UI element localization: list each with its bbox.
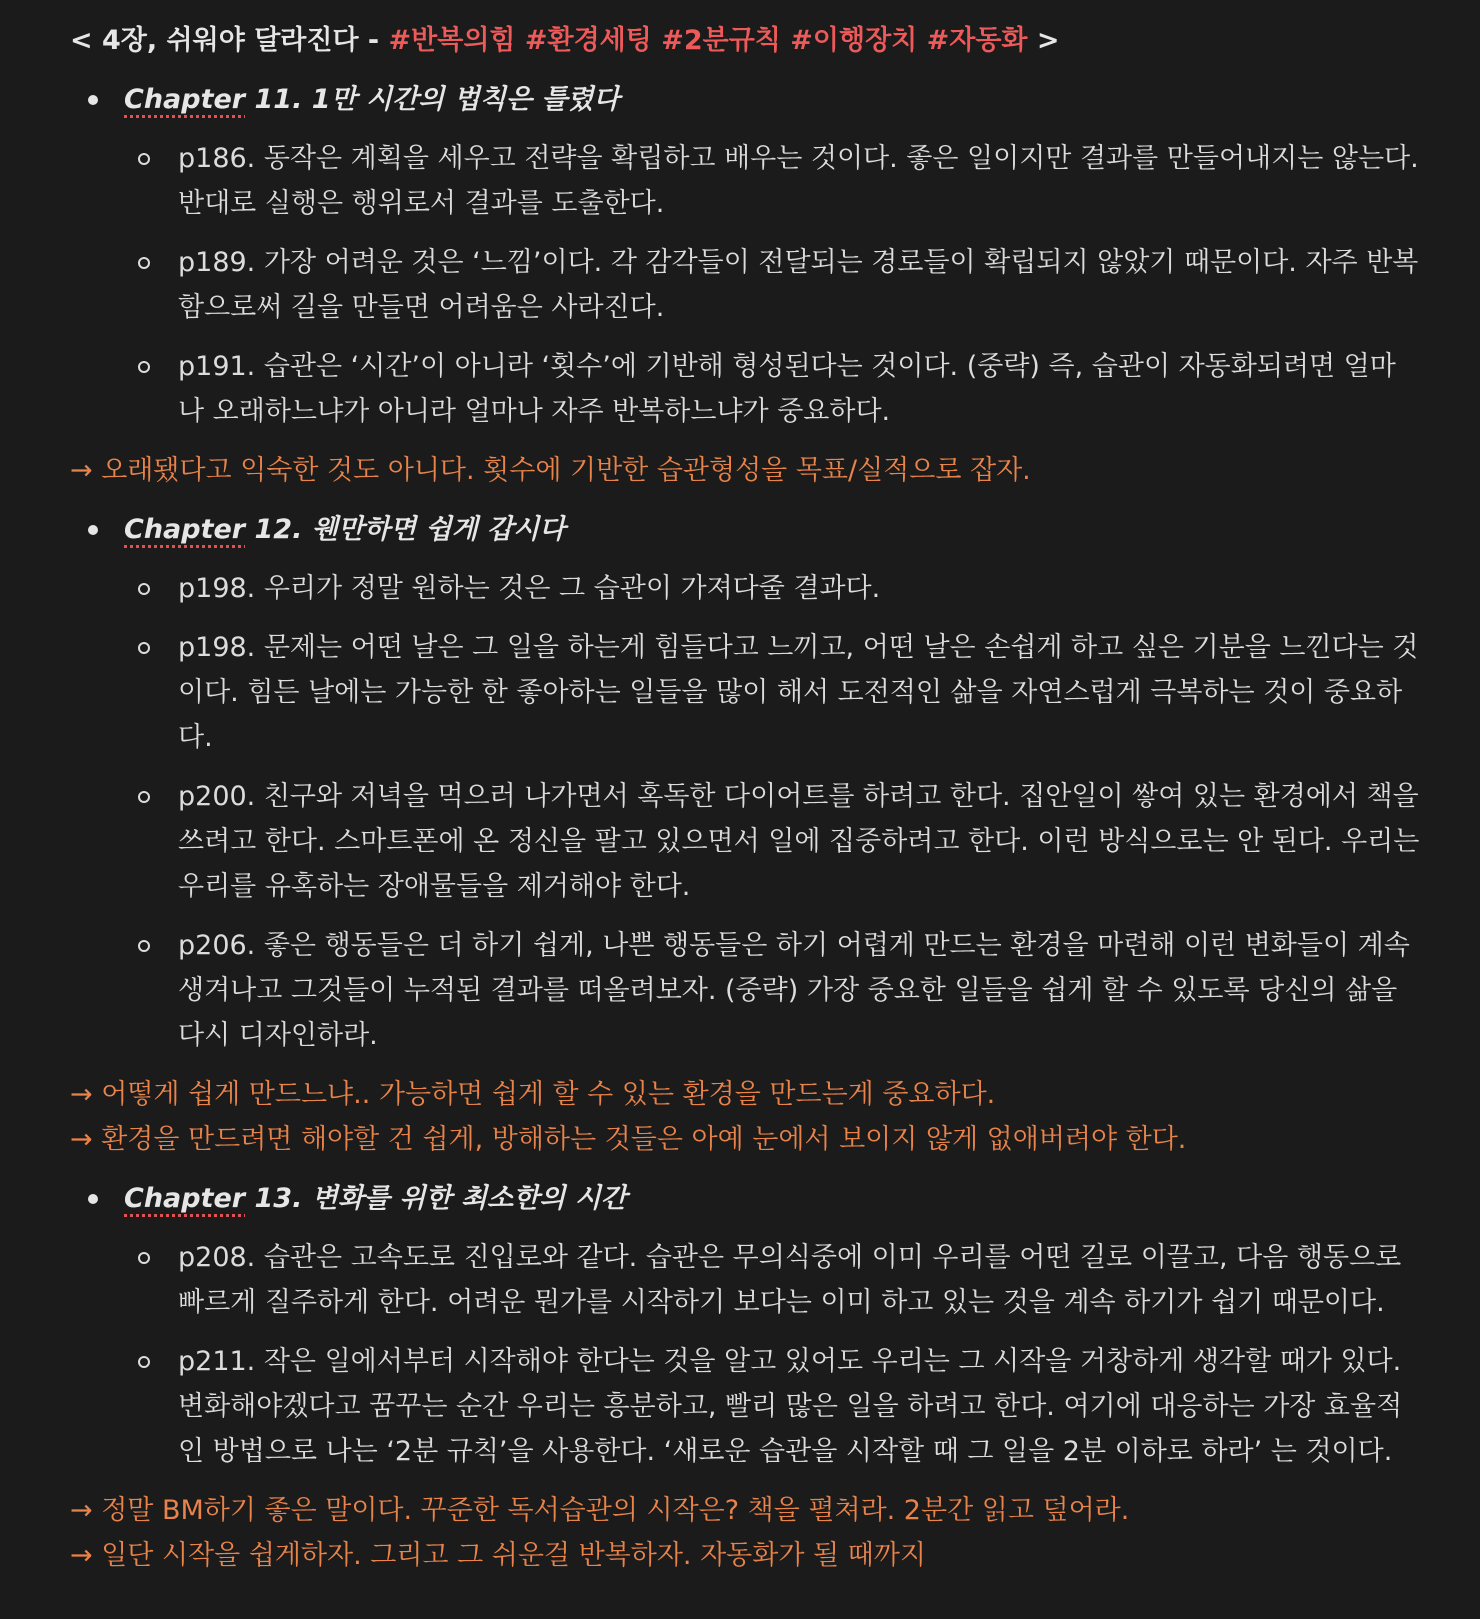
chapter-12-notes xyxy=(70,566,1420,1058)
note-item: p191. 습관은 ‘시간’이 아니라 ‘횟수’에 기반해 형성된다는 것이다. (중략) 즉, 습관이 자동화되려면 얼마나 오래하느냐가 아니라 얼마나 자주 반복하느냐가 중요하다. xyxy=(70,344,1420,434)
note-item: p200. 친구와 저녁을 먹으러 나가면서 혹독한 다이어트를 하려고 한다. 집안일이 쌓여 있는 환경에서 책을 쓰려고 한다. 스마트폰에 온 정신을 팔고 있으면서 일에 집중하려고 한다. 이런 방식으로는 안 된다. 우리는 우리를 유혹하는 장애물들을 제거해야 한다. xyxy=(70,774,1420,909)
comment-line: → 오래됐다고 익숙한 것도 아니다. 횟수에 기반한 습관형성을 목표/실적으로 잡자. xyxy=(70,455,1031,486)
chapter-title-text: 12. 웬만하면 쉽게 갑시다 xyxy=(245,514,566,545)
section-heading xyxy=(70,18,1420,63)
comment-line: → 환경을 만드려면 해야할 건 쉽게, 방해하는 것들은 아예 눈에서 보이지 않게 없애버려야 한다. xyxy=(70,1124,1187,1155)
chapter-12-title xyxy=(70,507,1420,552)
note-item: p189. 가장 어려운 것은 ‘느낌’이다. 각 감각들이 전달되는 경로들이 확립되지 않았기 때문이다. 자주 반복함으로써 길을 만들면 어려움은 사라진다. xyxy=(70,240,1420,330)
note-item: p206. 좋은 행동들은 더 하기 쉽게, 나쁜 행동들은 하기 어렵게 만드는 환경을 마련해 이런 변화들이 계속 생겨나고 그것들이 누적된 결과를 떠올려보자. (중략) 가장 중요한 일들을 쉽게 할 수 있도록 당신의 삶을 다시 디자인하라. xyxy=(70,923,1420,1058)
comment-line: → 어떻게 쉽게 만드느냐.. 가능하면 쉽게 할 수 있는 환경을 만드는게 중요하다. xyxy=(70,1079,996,1110)
note-item: p211. 작은 일에서부터 시작해야 한다는 것을 알고 있어도 우리는 그 시작을 거창하게 생각할 때가 있다. 변화해야겠다고 꿈꾸는 순간 우리는 흥분하고, 빨리 많은 일을 하려고 한다. 여기에 대응하는 가장 효율적인 방법으로 나는 ‘2분 규칙’을 사용한다. ‘새로운 습관을 시작할 때 그 일을 2분 이하로 하라’ 는 것이다. xyxy=(70,1339,1420,1474)
chapter-12-comments xyxy=(70,1072,1420,1162)
chapter-13-comments xyxy=(70,1488,1420,1578)
heading-suffix: > xyxy=(1027,25,1060,56)
chapter-word: Chapter xyxy=(124,84,246,115)
heading-prefix: < 4장, 쉬워야 달라진다 - xyxy=(70,25,389,56)
chapter-13-title xyxy=(70,1176,1420,1221)
note-item: p198. 문제는 어떤 날은 그 일을 하는게 힘들다고 느끼고, 어떤 날은 손쉽게 하고 싶은 기분을 느낀다는 것이다. 힘든 날에는 가능한 한 좋아하는 일들을 많이 해서 도전적인 삶을 자연스럽게 극복하는 것이 중요하다. xyxy=(70,625,1420,760)
chapter-title-text: 13. 변화를 위한 최소한의 시간 xyxy=(245,1183,627,1214)
chapter-11-notes xyxy=(70,136,1420,434)
chapter-11-comments xyxy=(70,448,1420,493)
heading-tags: #반복의힘 #환경세팅 #2분규칙 #이행장치 #자동화 xyxy=(388,25,1028,56)
comment-line: → 정말 BM하기 좋은 말이다. 꾸준한 독서습관의 시작은? 책을 펼쳐라. 2분간 읽고 덮어라. xyxy=(70,1495,1130,1526)
chapter-11-title xyxy=(70,77,1420,122)
note-item: p198. 우리가 정말 원하는 것은 그 습관이 가져다줄 결과다. xyxy=(70,566,1420,611)
note-item: p186. 동작은 계획을 세우고 전략을 확립하고 배우는 것이다. 좋은 일이지만 결과를 만들어내지는 않는다. 반대로 실행은 행위로서 결과를 도출한다. xyxy=(70,136,1420,226)
chapter-word: Chapter xyxy=(124,1183,246,1214)
chapter-13-notes xyxy=(70,1235,1420,1474)
chapter-word: Chapter xyxy=(124,514,246,545)
chapter-title-text: 11. 1만 시간의 법칙은 틀렸다 xyxy=(245,84,620,115)
note-item: p208. 습관은 고속도로 진입로와 같다. 습관은 무의식중에 이미 우리를 어떤 길로 이끌고, 다음 행동으로 빠르게 질주하게 한다. 어려운 뭔가를 시작하기 보다는 이미 하고 있는 것을 계속 하기가 쉽기 때문이다. xyxy=(70,1235,1420,1325)
comment-line: → 일단 시작을 쉽게하자. 그리고 그 쉬운걸 반복하자. 자동화가 될 때까지 xyxy=(70,1540,926,1571)
